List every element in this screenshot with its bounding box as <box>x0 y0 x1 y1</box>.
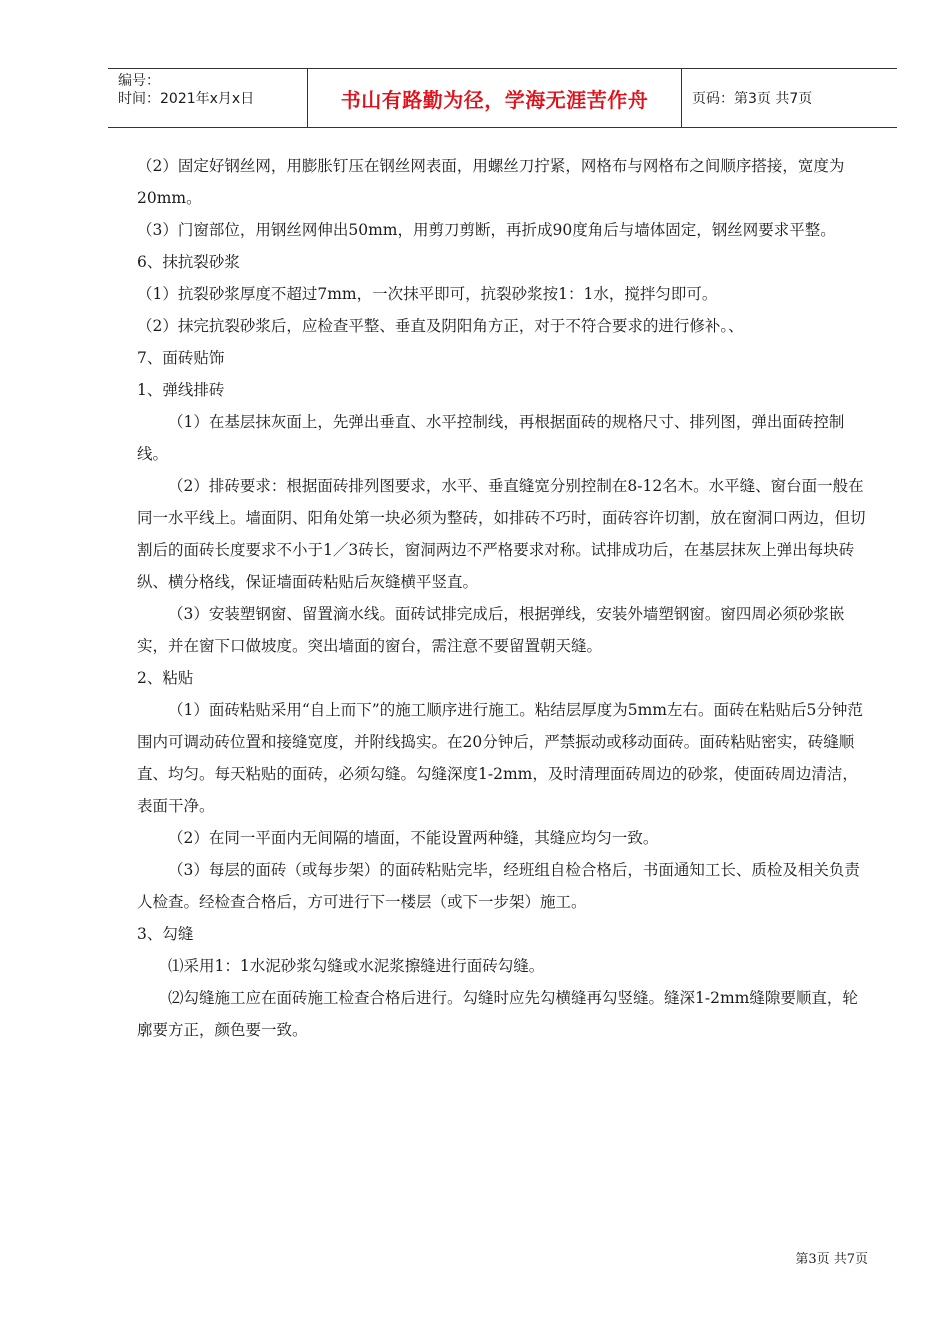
paragraph: （2）排砖要求：根据面砖排列图要求，水平、垂直缝宽分别控制在8-12名木。水平缝、窗台面一般在同一水平线上。墙面阴、阳角处第一块必须为整砖，如排砖不巧时，面砖容许切割，放在窗洞口两边，但切割后的面砖长度要求不小于1／3砖长，窗洞两边不严格要求对称。试排成功后，在基层抹灰上弹出每块砖纵、横分格线，保证墙面砖粘贴后灰缝横平竖直。 <box>137 477 866 591</box>
paragraph: （2）在同一平面内无间隔的墙面，不能设置两种缝，其缝应均匀一致。 <box>168 829 659 847</box>
paragraph: （3）门窗部位，用钢丝网伸出50mm，用剪刀剪断，再折成90度角后与墙体固定，钢丝网要求平整。 <box>137 221 836 239</box>
header-motto: 书山有路勤为径，学海无涯苦作舟 <box>308 69 682 127</box>
document-number-label: 编号： <box>118 73 160 89</box>
page-header <box>108 68 897 128</box>
paragraph: ⑵勾缝施工应在面砖施工检查合格后进行。勾缝时应先勾横缝再勾竖缝。缝深1-2mm缝隙要顺直，轮廓要方正，颜色要一致。 <box>137 989 858 1039</box>
header-page-info: 页码：第3页 共7页 <box>692 91 813 107</box>
paragraph: （1）在基层抹灰面上，先弹出垂直、水平控制线，再根据面砖的规格尺寸、排列图，弹出面砖控制线。 <box>137 413 845 463</box>
paragraph: （2）固定好钢丝网，用膨胀钉压在钢丝网表面，用螺丝刀拧紧，网格布与网格布之间顺序搭接，宽度为20mm。 <box>137 157 845 207</box>
paragraph: （3）每层的面砖（或每步架）的面砖粘贴完毕，经班组自检合格后，书面通知工长、质检及相关负责人检查。经检查合格后，方可进行下一楼层（或下一步架）施工。 <box>137 861 860 911</box>
section-heading: 6、抹抗裂砂浆 <box>137 253 240 271</box>
paragraph: （1）抗裂砂浆厚度不超过7mm，一次抹平即可，抗裂砂浆按1：1水，搅拌匀即可。 <box>137 285 718 303</box>
paragraph: ⑴采用1：1水泥砂浆勾缝或水泥浆擦缝进行面砖勾缝。 <box>168 957 545 975</box>
section-heading: 3、勾缝 <box>137 925 194 943</box>
paragraph: （2）抹完抗裂砂浆后，应检查平整、垂直及阴阳角方正，对于不符合要求的进行修补。、 <box>137 317 744 335</box>
section-heading: 1、弹线排砖 <box>137 381 225 399</box>
page-footer: 第3页 共7页 <box>795 1252 868 1267</box>
document-body <box>137 150 872 1046</box>
section-heading: 7、面砖贴饰 <box>137 349 225 367</box>
header-meta <box>108 69 308 127</box>
paragraph: （1）面砖粘贴采用“自上而下”的施工顺序进行施工。粘结层厚度为5mm左右。面砖在粘贴后5分钟范围内可调动砖位置和接缝宽度，并附线捣实。在20分钟后，严禁振动或移动面砖。面砖粘贴密实，砖缝顺直、均匀。每天粘贴的面砖，必须勾缝。勾缝深度1-2mm，及时清理面砖周边的砂浆，使面砖周边清洁，表面干净。 <box>137 701 863 815</box>
document-time-label: 时间：2021年x月x日 <box>118 91 255 107</box>
paragraph: （3）安装塑钢窗、留置滴水线。面砖试排完成后，根据弹线，安装外墙塑钢窗。窗四周必须砂浆嵌实，并在窗下口做坡度。突出墙面的窗台，需注意不要留置朝天缝。 <box>137 605 845 655</box>
section-heading: 2、粘贴 <box>137 669 194 687</box>
